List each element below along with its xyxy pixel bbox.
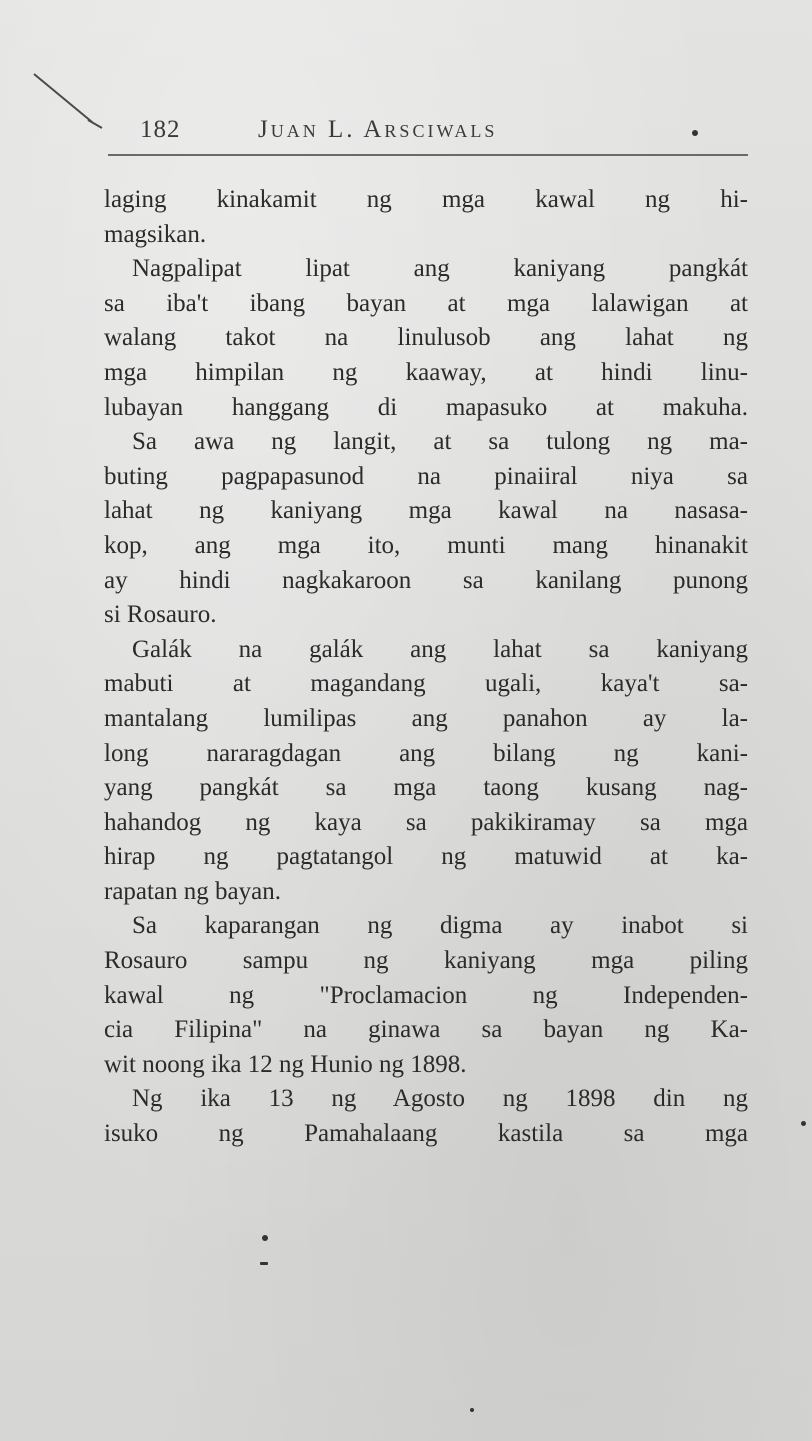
body-text <box>104 183 748 1152</box>
header-rule <box>108 154 748 156</box>
text-line: kop, ang mga ito, munti mang hinanakit <box>104 531 748 559</box>
text-line: ay hindi nagkakaroon sa kanilang punong <box>104 566 748 594</box>
text-line: rapatan ng bayan. <box>104 877 282 905</box>
text-line: Ng ika 13 ng Agosto ng 1898 din ng <box>132 1085 748 1113</box>
text-line: Nagpalipat lipat ang kaniyang pangkát <box>132 255 748 283</box>
text-line: walang takot na linulusob ang lahat ng <box>104 324 748 352</box>
text-line: cia Filipina" na ginawa sa bayan ng Ka- <box>104 1016 748 1044</box>
ink-speck <box>260 1262 268 1265</box>
text-line: hahandog ng kaya sa pakikiramay sa mga <box>104 808 748 836</box>
ink-speck <box>801 1121 806 1126</box>
page-number: 182 <box>140 116 181 143</box>
text-line: sa iba't ibang bayan at mga lalawigan at <box>104 289 748 317</box>
text-line: kawal ng "Proclamacion ng Independen- <box>104 981 748 1009</box>
text-line: buting pagpapasunod na pinaiiral niya sa <box>104 462 748 490</box>
header-dot <box>692 130 698 136</box>
page-header <box>108 110 748 150</box>
text-line: mantalang lumilipas ang panahon ay la- <box>104 704 748 732</box>
text-line: hirap ng pagtatangol ng matuwid at ka- <box>104 843 748 871</box>
text-line: lahat ng kaniyang mga kawal na nasasa- <box>104 497 748 525</box>
text-line: wit noong ika 12 ng Hunio ng 1898. <box>104 1050 467 1078</box>
text-line: Rosauro sampu ng kaniyang mga piling <box>104 947 748 975</box>
text-line: isuko ng Pamahalaang kastila sa mga <box>104 1120 748 1148</box>
text-line: lubayan hanggang di mapasuko at makuha. <box>104 393 748 421</box>
text-line: laging kinakamit ng mga kawal ng hi- <box>104 186 748 213</box>
ink-speck <box>262 1235 268 1241</box>
text-line: Sa kaparangan ng digma ay inabot si <box>132 912 748 940</box>
running-head: Juan L. Arsciwals <box>258 116 498 143</box>
text-line: long nararagdagan ang bilang ng kani- <box>104 739 748 767</box>
text-line: Sa awa ng langit, at sa tulong ng ma- <box>132 428 748 456</box>
text-line: yang pangkát sa mga taong kusang nag- <box>104 774 748 802</box>
pen-stroke-mark <box>30 70 120 130</box>
text-line: mabuti at magandang ugali, kaya't sa- <box>104 670 748 698</box>
text-line: si Rosauro. <box>104 601 217 629</box>
text-line: mga himpilan ng kaaway, at hindi linu- <box>104 358 748 386</box>
text-line: magsikan. <box>104 220 207 248</box>
text-line: Galák na galák ang lahat sa kaniyang <box>132 635 748 663</box>
ink-speck <box>470 1408 474 1412</box>
